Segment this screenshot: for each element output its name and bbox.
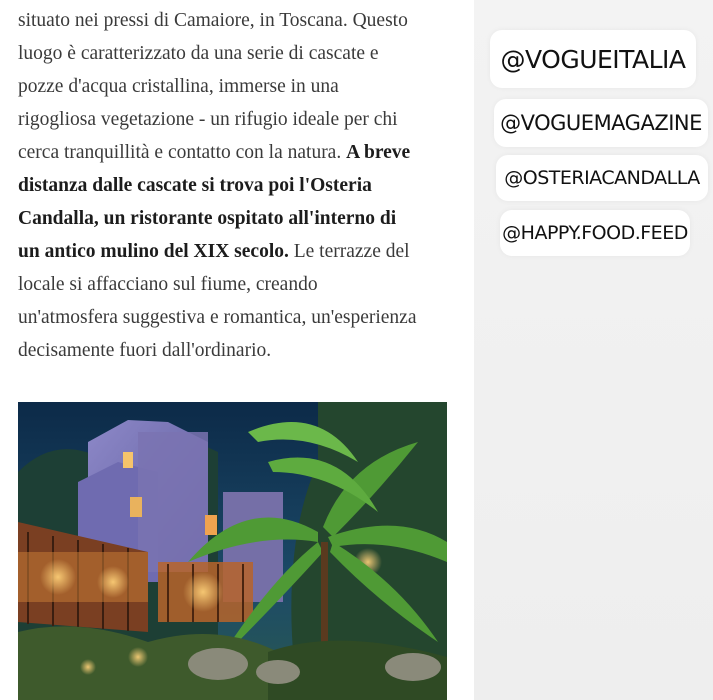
tags-sidebar (474, 0, 713, 700)
line-text: decisamente fuori dall'ordinario. (18, 340, 272, 361)
line-bold-text: Candalla, un ristorante ospitato all'interno di (18, 208, 397, 229)
line-bold-text: A breve (346, 142, 411, 163)
line-text: situato nei pressi di Camaiore, in Toscana. Questo (18, 10, 408, 31)
paragraph-line (18, 169, 458, 202)
line-bold-text: un antico mulino del XIX secolo. (18, 241, 289, 262)
line-text: locale si affacciano sul fiume, creando (18, 274, 318, 295)
line-text: luogo è caratterizzato da una serie di cascate e (18, 43, 379, 64)
tag-label: @OSTERIACANDALLA (504, 167, 700, 189)
paragraph-line (18, 235, 458, 268)
tag-vogueitalia[interactable] (490, 30, 696, 88)
line-text: rigogliosa vegetazione - un rifugio ideale per chi (18, 109, 398, 130)
tag-voguemagazine[interactable] (494, 99, 708, 147)
line-bold-text: distanza dalle cascate si trova poi l'Osteria (18, 175, 372, 196)
paragraph-line (18, 202, 458, 235)
paragraph-line (18, 136, 458, 169)
line-text: cerca tranquillità e contatto con la natura. (18, 142, 347, 163)
paragraph-line (18, 103, 458, 136)
paragraph-line (18, 301, 458, 334)
line-text: pozze d'acqua cristallina, immerse in una (18, 76, 339, 97)
paragraph-line (18, 268, 458, 301)
line-text-after: Le terrazze del (288, 241, 410, 262)
tag-label: @VOGUEMAGAZINE (500, 111, 702, 135)
paragraph-line (18, 4, 458, 37)
article-paragraph (18, 4, 458, 367)
tag-osteriacandalla[interactable] (496, 155, 708, 201)
tag-label: @HAPPY.FOOD.FEED (502, 222, 688, 244)
paragraph-line (18, 37, 458, 70)
paragraph-line (18, 334, 458, 367)
tag-label: @VOGUEITALIA (500, 44, 686, 74)
restaurant-photo (18, 402, 447, 700)
paragraph-line (18, 70, 458, 103)
line-text: un'atmosfera suggestiva e romantica, un'esperienza (18, 307, 417, 328)
tag-happyfoodfeed[interactable] (500, 210, 690, 256)
